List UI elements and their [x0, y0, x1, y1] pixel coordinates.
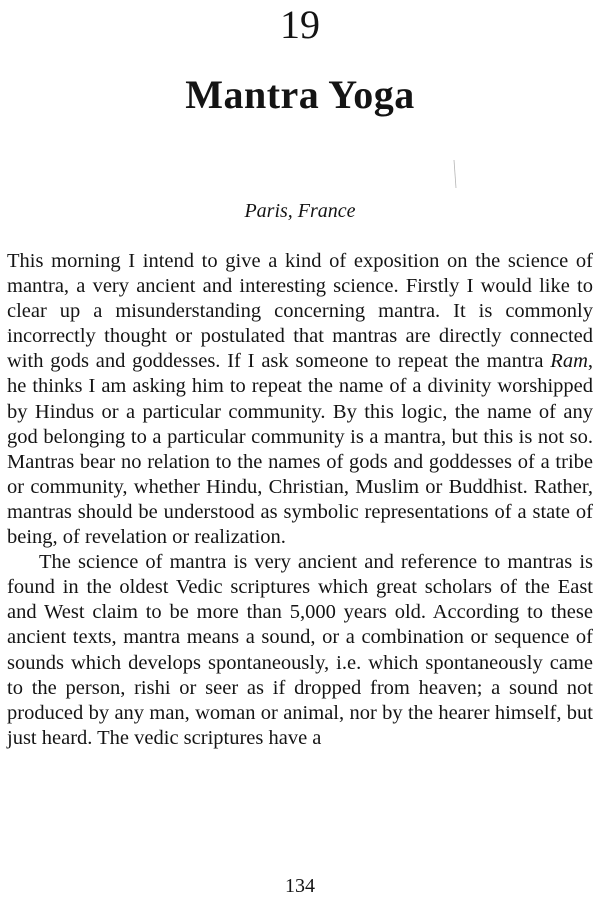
- location-line: Paris, France: [244, 200, 356, 222]
- page-number: 134: [285, 875, 315, 897]
- mantra-word-italic: Ram: [550, 350, 588, 373]
- chapter-body: [7, 249, 593, 751]
- paragraph-1: This morning I intend to give a kind of exposition on the science of mantra, a very ancient and interesting science. Firstly I would like to clear up a misunderstanding concerning mantra. It is commonly incorrectly thought or postulated that mantras are directly connected with gods and goddesses. If I ask someone to repeat the mantra Ram, he thinks I am asking him to repeat the name of a divinity worshipped by Hindus or a particular community. By this logic, the name of any god belonging to a particular community is a mantra, but this is not so. Mantras bear no relation to the names of gods and goddesses of a tribe or community, whether Hindu, Christian, Muslim or Buddhist. Rather, mantras should be understood as symbolic representations of a state of being, of revelation or realization.: [7, 250, 593, 549]
- chapter-title: Mantra Yoga: [185, 72, 415, 117]
- scan-speck: [453, 160, 457, 190]
- paragraph-2: The science of mantra is very ancient and reference to mantras is found in the oldest Vedic scriptures which great scholars of the East and West claim to be more than 5,000 years old. According to these ancient texts, mantra means a sound, or a combination or sequence of sounds which develops spontaneously, i.e. which spontaneously came to the person, rishi or seer as if dropped from heaven; a sound not produced by any man, woman or animal, nor by the hearer himself, but just heard. The vedic scriptures have a: [7, 551, 593, 749]
- chapter-number: 19: [280, 2, 320, 47]
